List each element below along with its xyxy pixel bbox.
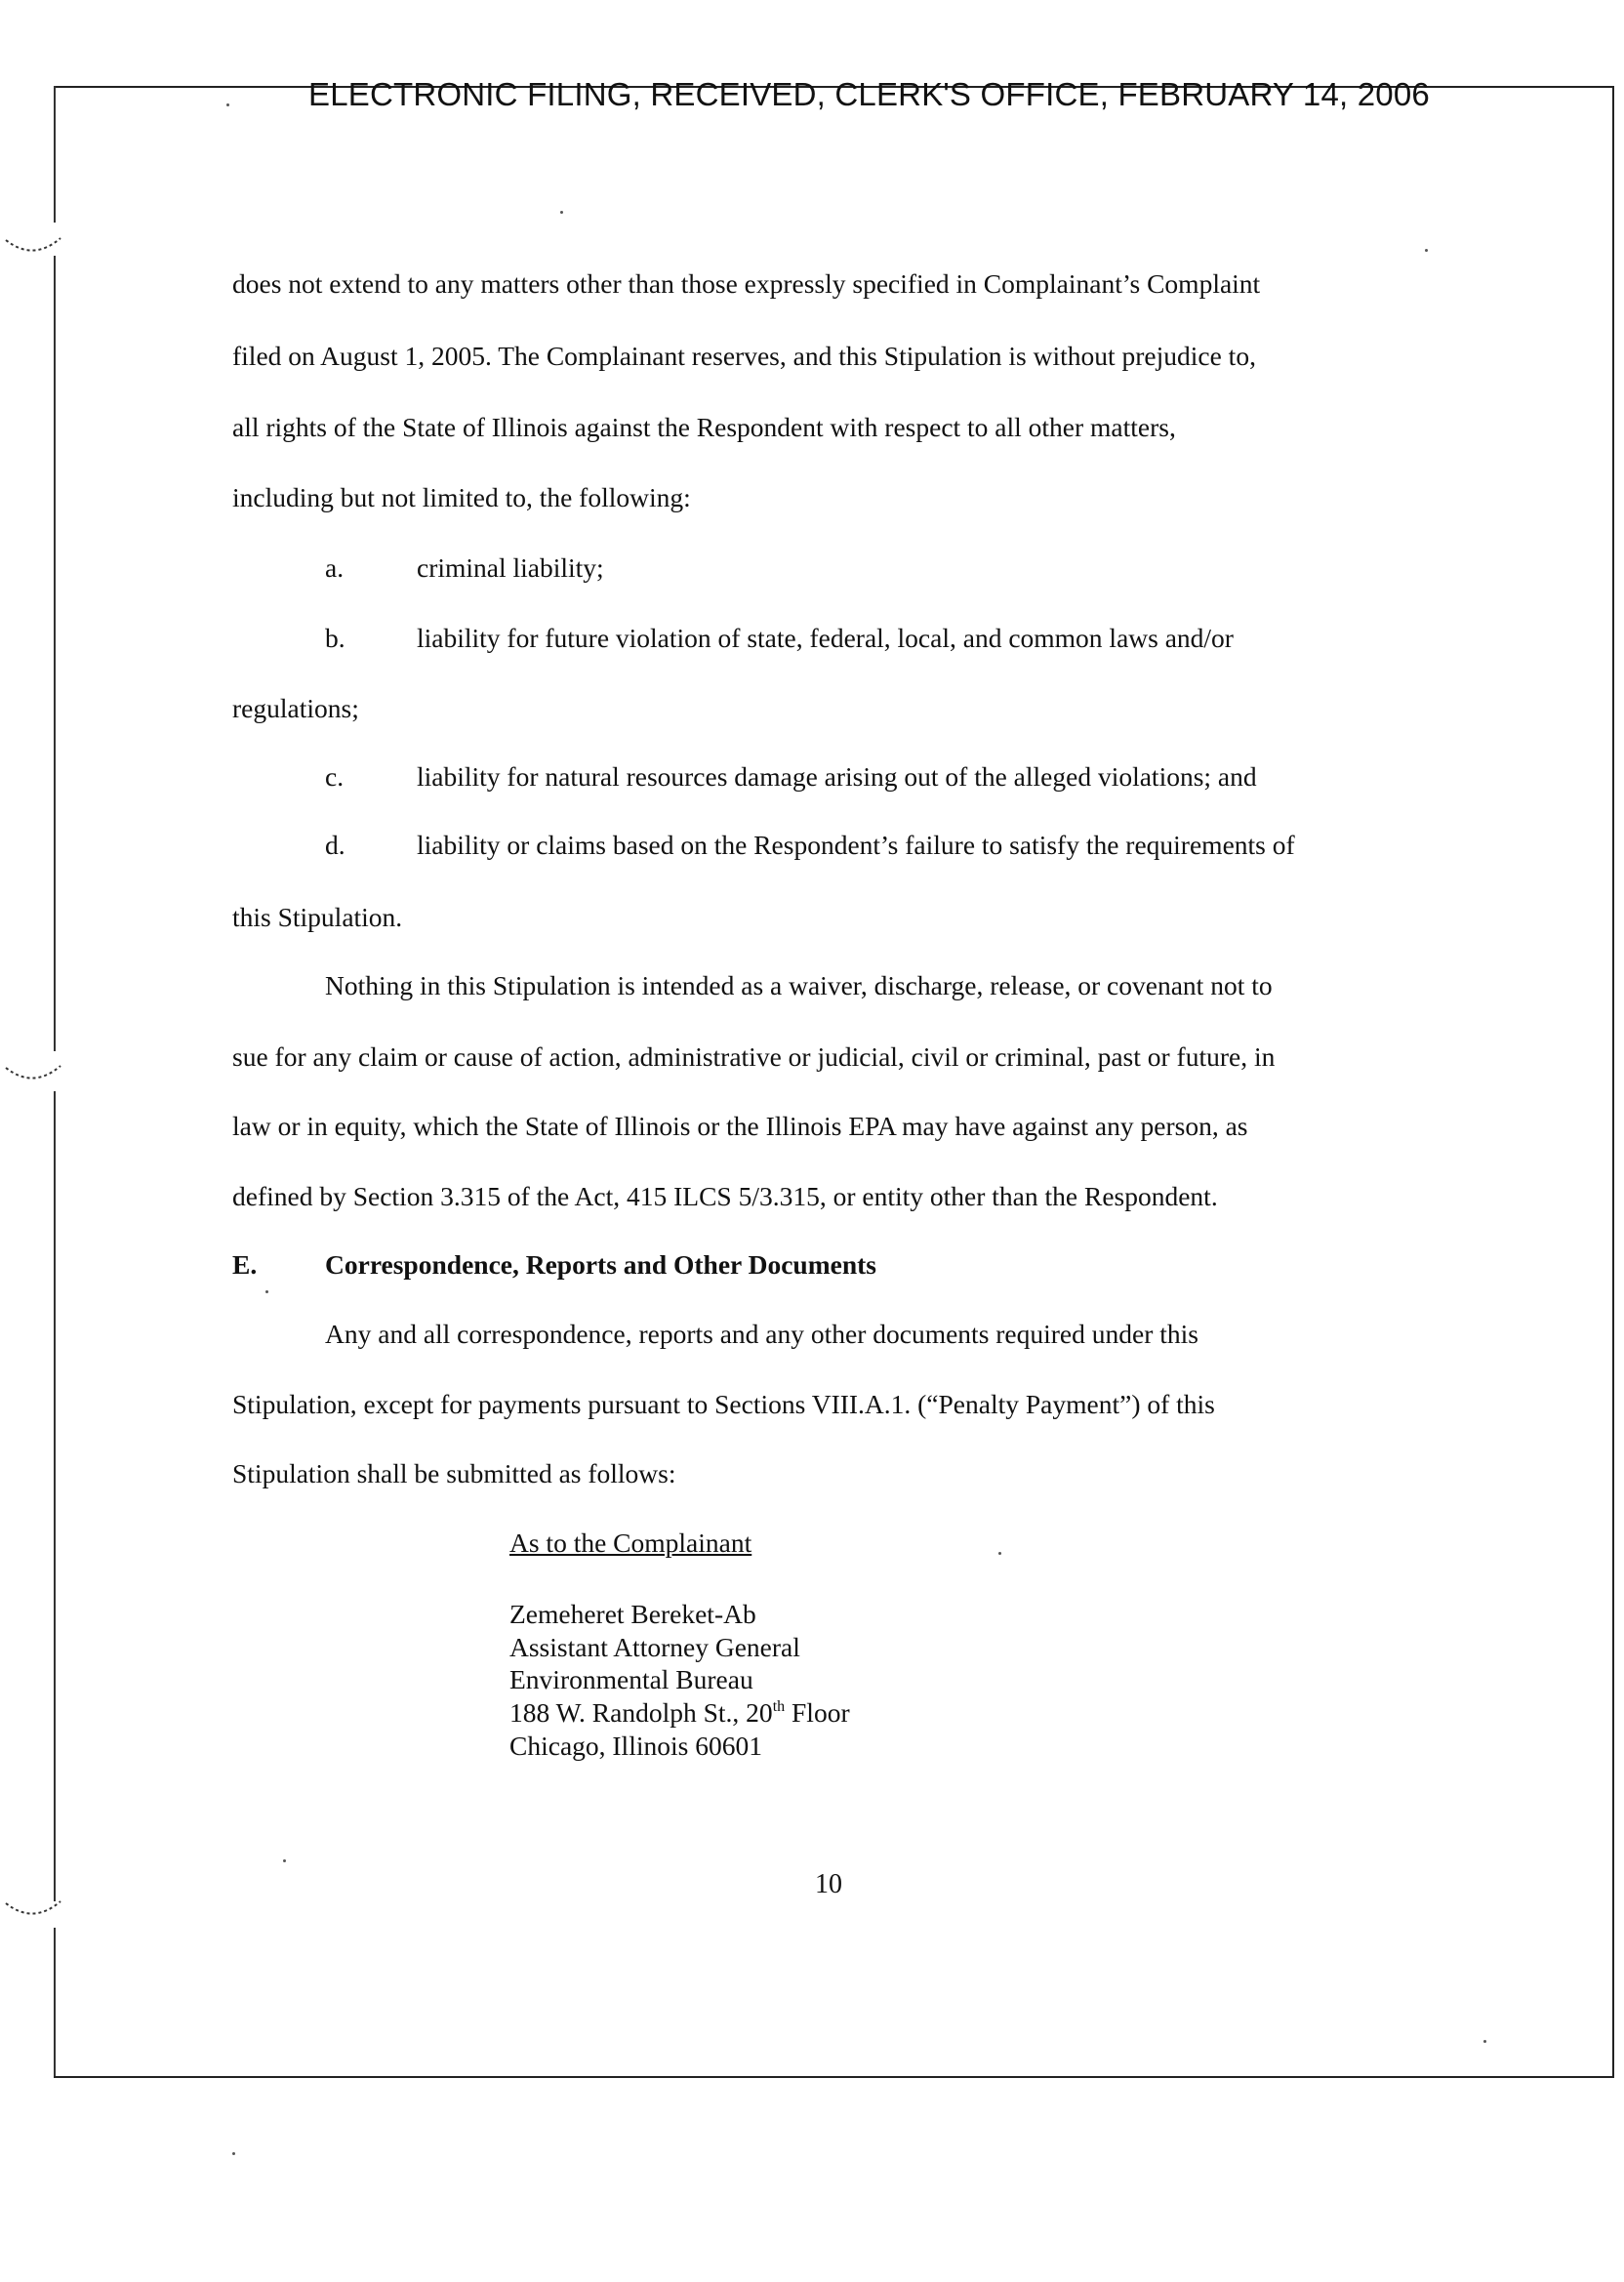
scan-speck bbox=[998, 1552, 1001, 1555]
address-street-main: 188 W. Randolph St., 20 bbox=[509, 1697, 773, 1728]
scan-speck bbox=[1425, 249, 1428, 252]
page-number: 10 bbox=[815, 1869, 842, 1899]
paragraph-line: does not extend to any matters other than those expressly specified in Complainant’s Complaint bbox=[232, 268, 1261, 299]
address-street-end: Floor bbox=[785, 1697, 850, 1728]
list-item-text: liability for natural resources damage arising out of the alleged violations; and bbox=[417, 761, 1257, 792]
page-frame-left bbox=[54, 256, 56, 1051]
paragraph-line: Stipulation, except for payments pursuant to Sections VIII.A.1. (“Penalty Payment”) of this bbox=[232, 1389, 1215, 1419]
page-frame-left bbox=[54, 86, 56, 223]
list-item-letter: d. bbox=[325, 830, 345, 860]
page-frame-right bbox=[1612, 86, 1614, 2077]
paragraph-line: defined by Section 3.315 of the Act, 415 ILCS 5/3.315, or entity other than the Respondent. bbox=[232, 1181, 1218, 1211]
paragraph-line: Nothing in this Stipulation is intended as a waiver, discharge, release, or covenant not to bbox=[325, 970, 1273, 1000]
section-letter: E. bbox=[232, 1249, 258, 1280]
paragraph-line: Stipulation shall be submitted as follows: bbox=[232, 1458, 676, 1488]
scan-speck bbox=[1483, 2040, 1486, 2043]
binder-hole-mark bbox=[4, 232, 62, 271]
paragraph-line: sue for any claim or cause of action, administrative or judicial, civil or criminal, past or future, in bbox=[232, 1041, 1276, 1072]
section-heading: Correspondence, Reports and Other Documents bbox=[325, 1249, 876, 1280]
scan-speck bbox=[232, 2152, 235, 2155]
list-item-continuation: regulations; bbox=[232, 693, 359, 723]
paragraph-line: Any and all correspondence, reports and any other documents required under this bbox=[325, 1319, 1198, 1349]
page-frame-bottom bbox=[54, 2076, 1614, 2078]
list-item-continuation: this Stipulation. bbox=[232, 902, 403, 932]
address-title: Assistant Attorney General bbox=[509, 1632, 800, 1662]
scan-speck bbox=[226, 103, 229, 106]
paragraph-line: law or in equity, which the State of Illinois or the Illinois EPA may have against any person, as bbox=[232, 1111, 1248, 1141]
binder-hole-mark bbox=[4, 1060, 62, 1099]
scan-speck bbox=[283, 1859, 286, 1862]
list-item-text: liability for future violation of state, federal, local, and common laws and/or bbox=[417, 623, 1234, 653]
list-item-text: liability or claims based on the Respondent’s failure to satisfy the requirements of bbox=[417, 830, 1295, 860]
list-item-letter: b. bbox=[325, 623, 345, 653]
binder-hole-mark bbox=[4, 1895, 62, 1935]
scan-speck bbox=[265, 1290, 268, 1293]
filing-stamp-header: ELECTRONIC FILING, RECEIVED, CLERK'S OFFICE, FEBRUARY 14, 2006 bbox=[308, 76, 1430, 112]
list-item-letter: c. bbox=[325, 761, 345, 792]
page-frame-left bbox=[54, 1091, 56, 1901]
address-name: Zemeheret Bereket-Ab bbox=[509, 1599, 756, 1629]
paragraph-line: filed on August 1, 2005. The Complainant reserves, and this Stipulation is without prejudice to, bbox=[232, 341, 1256, 371]
paragraph-line: all rights of the State of Illinois against the Respondent with respect to all other matters, bbox=[232, 412, 1176, 442]
address-city: Chicago, Illinois 60601 bbox=[509, 1731, 762, 1761]
scan-speck bbox=[560, 211, 563, 214]
address-bureau: Environmental Bureau bbox=[509, 1664, 753, 1694]
page-frame-left bbox=[54, 1928, 56, 2076]
list-item-letter: a. bbox=[325, 552, 345, 583]
address-street-superscript: th bbox=[772, 1698, 786, 1715]
address-street bbox=[509, 1699, 850, 1727]
paragraph-line: including but not limited to, the following: bbox=[232, 482, 691, 512]
address-heading: As to the Complainant bbox=[509, 1528, 752, 1558]
list-item-text: criminal liability; bbox=[417, 552, 604, 583]
